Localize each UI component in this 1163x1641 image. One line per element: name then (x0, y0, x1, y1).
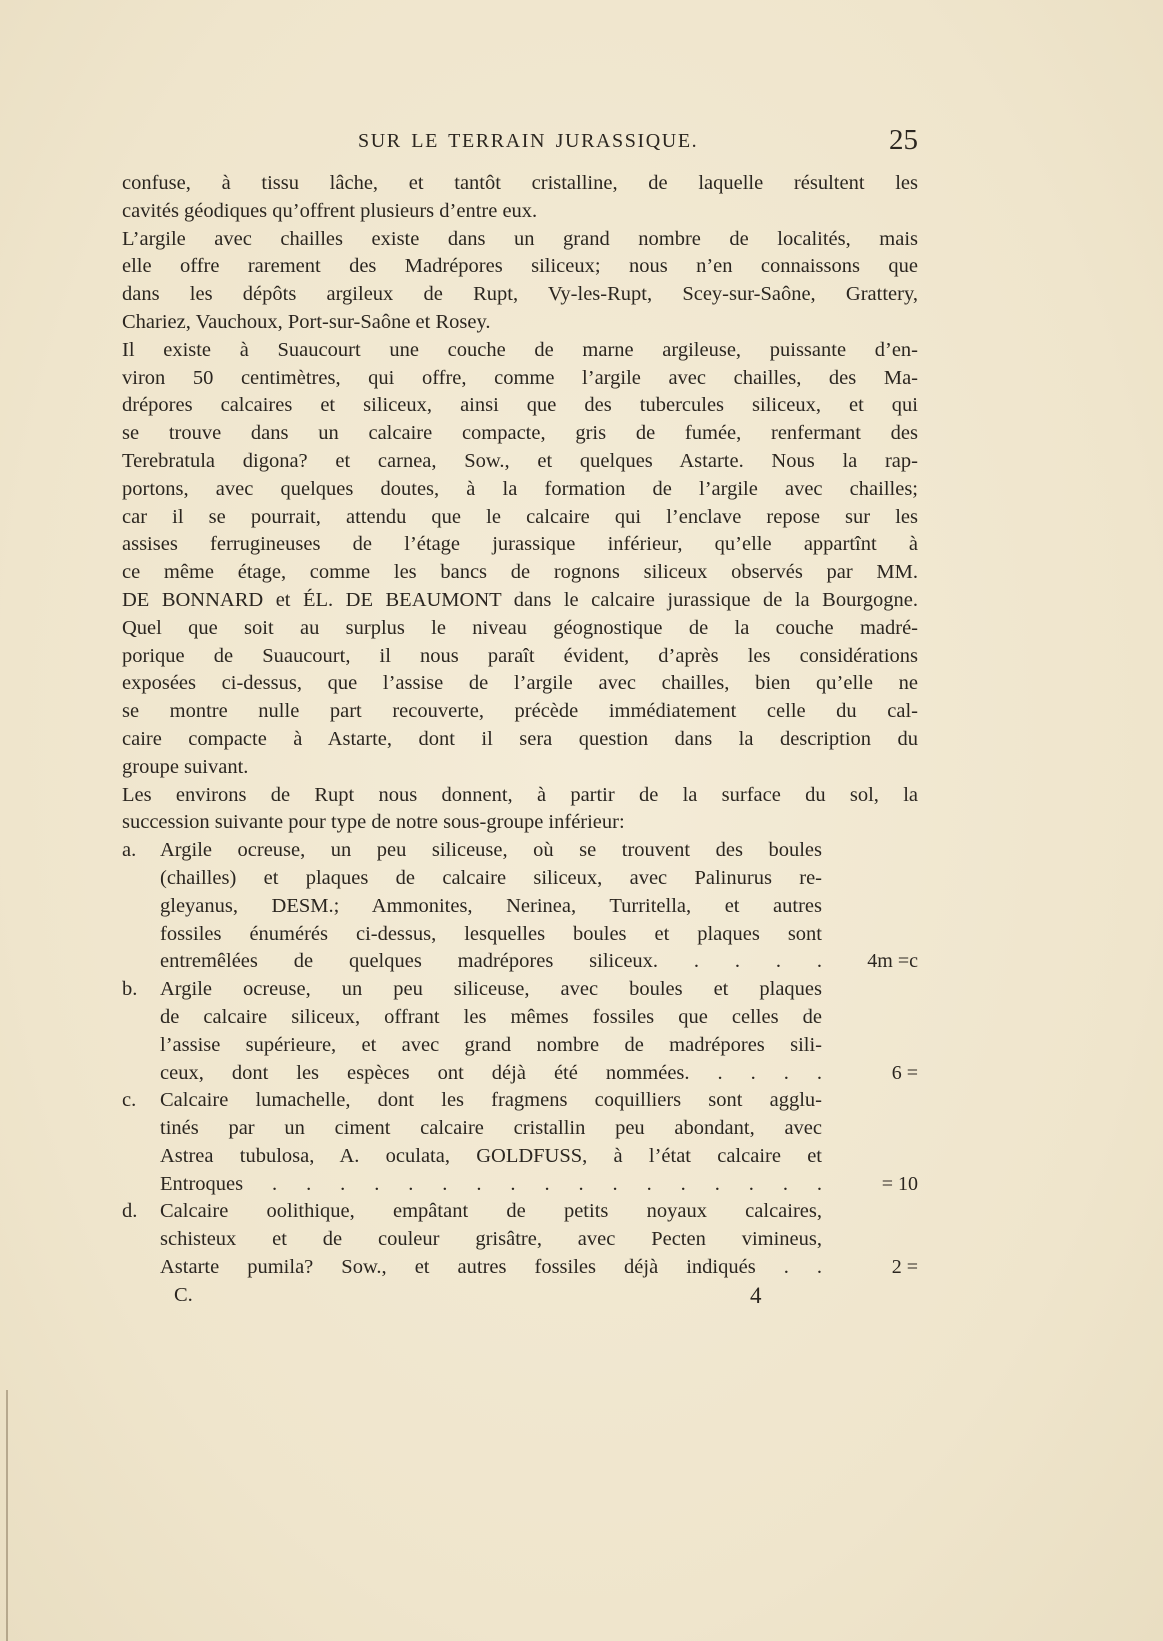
text-line: exposées ci-dessus, que l’assise de l’argile avec chailles, bien qu’elle ne (122, 672, 918, 695)
stratum-entry-a (122, 837, 918, 976)
text-line: caire compacte à Astarte, dont il sera question dans la description du (122, 727, 918, 750)
stratum-entry-c (122, 1087, 918, 1198)
entry-line: l’assise supérieure, et avec grand nombre de madrépores sili- (160, 1033, 822, 1056)
text-line: Il existe à Suaucourt une couche de marne argileuse, puissante d’en- (122, 338, 918, 361)
entry-line: de calcaire siliceux, offrant les mêmes fossiles que celles de (160, 1005, 822, 1028)
stratum-entry-d (122, 1198, 918, 1281)
entry-label: a. (122, 839, 137, 862)
text-line: drépores calcaires et siliceux, ainsi que des tubercules siliceux, et qui (122, 394, 918, 417)
text-line: car il se pourrait, attendu que le calcaire qui l’enclave repose sur les (122, 505, 918, 528)
text-line: Chariez, Vauchoux, Port-sur-Saône et Rosey. (122, 310, 491, 333)
text-line: dans les dépôts argileux de Rupt, Vy-les-Rupt, Scey-sur-Saône, Grattery, (122, 283, 918, 306)
text-line: L’argile avec chailles existe dans un grand nombre de localités, mais (122, 227, 918, 250)
thickness-measure: 6 = (891, 1061, 918, 1084)
text-line: Terebratula digona? et carnea, Sow., et quelques Astarte. Nous la rap- (122, 449, 918, 472)
entry-line: Entroques . . . . . . . . . . . . . . . . . (160, 1172, 822, 1195)
thickness-measure: 2 = (891, 1256, 918, 1279)
text-line: se trouve dans un calcaire compacte, gris de fumée, renfermant des (122, 422, 918, 445)
signature-line (122, 1282, 918, 1310)
body-text (122, 170, 918, 1310)
entry-line: Astarte pumila? Sow., et autres fossiles déjà indiqués . . (160, 1256, 822, 1279)
stratum-entry-b (122, 976, 918, 1087)
entry-text: Calcaire lumachelle, dont les fragmens coquilliers sont agglu- (160, 1089, 822, 1112)
running-head: SUR LE TERRAIN JURASSIQUE. (358, 130, 699, 152)
text-line: confuse, à tissu lâche, et tantôt cristalline, de laquelle résultent les (122, 172, 918, 194)
page-number: 25 (889, 124, 918, 156)
entry-line: schisteux et de couleur grisâtre, avec Pecten vimineus, (160, 1228, 822, 1251)
text-line: Quel que soit au surplus le niveau géognostique de la couche madré- (122, 616, 918, 639)
text-line: Les environs de Rupt nous donnent, à partir de la surface du sol, la (122, 783, 918, 806)
page-header (122, 124, 918, 164)
text-line: DE BONNARD et ÉL. DE BEAUMONT dans le calcaire jurassique de la Bourgogne. (122, 588, 918, 611)
entry-line: (chailles) et plaques de calcaire siliceux, avec Palinurus re- (160, 866, 822, 889)
signature-number: 4 (750, 1282, 762, 1308)
signature-mark: C. (174, 1283, 193, 1306)
entry-text: Argile ocreuse, un peu siliceuse, où se trouvent des boules (160, 839, 822, 862)
entry-line: Astrea tubulosa, A. oculata, GOLDFUSS, à l’état calcaire et (160, 1144, 822, 1167)
entry-line (122, 1198, 822, 1226)
thickness-measure: = 10 (881, 1172, 918, 1195)
thickness-measure: 4m =c (867, 950, 918, 973)
text-line: ce même étage, comme les bancs de rognons siliceux observés par MM. (122, 561, 918, 584)
text-line: assises ferrugineuses de l’étage jurassique inférieur, qu’elle appartînt à (122, 533, 918, 556)
entry-line: ceux, dont les espèces ont déjà été nommées. . . . . (160, 1061, 822, 1084)
entry-line: entremêlées de quelques madrépores siliceux. . . . . (160, 950, 822, 973)
entry-line: gleyanus, DESM.; Ammonites, Nerinea, Turritella, et autres (160, 894, 822, 917)
text-line: se montre nulle part recouverte, précède immédiatement celle du cal- (122, 700, 918, 723)
text-line: groupe suivant. (122, 755, 249, 778)
text-line: porique de Suaucourt, il nous paraît évident, d’après les considérations (122, 644, 918, 667)
entry-line: fossiles énumérés ci-dessus, lesquelles boules et plaques sont (160, 922, 822, 945)
text-line: cavités géodiques qu’offrent plusieurs d’entre eux. (122, 199, 538, 222)
entry-text: Argile ocreuse, un peu siliceuse, avec boules et plaques (160, 978, 822, 1001)
entry-line (122, 976, 822, 1004)
text-line: viron 50 centimètres, qui offre, comme l’argile avec chailles, des Ma- (122, 366, 918, 389)
entry-line (122, 1087, 822, 1115)
page-edge-line (6, 1390, 8, 1641)
entry-label: b. (122, 978, 138, 1001)
entry-label: d. (122, 1200, 138, 1223)
text-line: succession suivante pour type de notre sous-groupe inférieur: (122, 811, 625, 834)
text-line: portons, avec quelques doutes, à la formation de l’argile avec chailles; (122, 477, 918, 500)
entry-label: c. (122, 1089, 137, 1112)
entry-text: Calcaire oolithique, empâtant de petits noyaux calcaires, (160, 1200, 822, 1223)
entry-line: tinés par un ciment calcaire cristallin peu abondant, avec (160, 1117, 822, 1140)
text-line: elle offre rarement des Madrépores siliceux; nous n’en connaissons que (122, 255, 918, 278)
entry-line (122, 837, 822, 865)
